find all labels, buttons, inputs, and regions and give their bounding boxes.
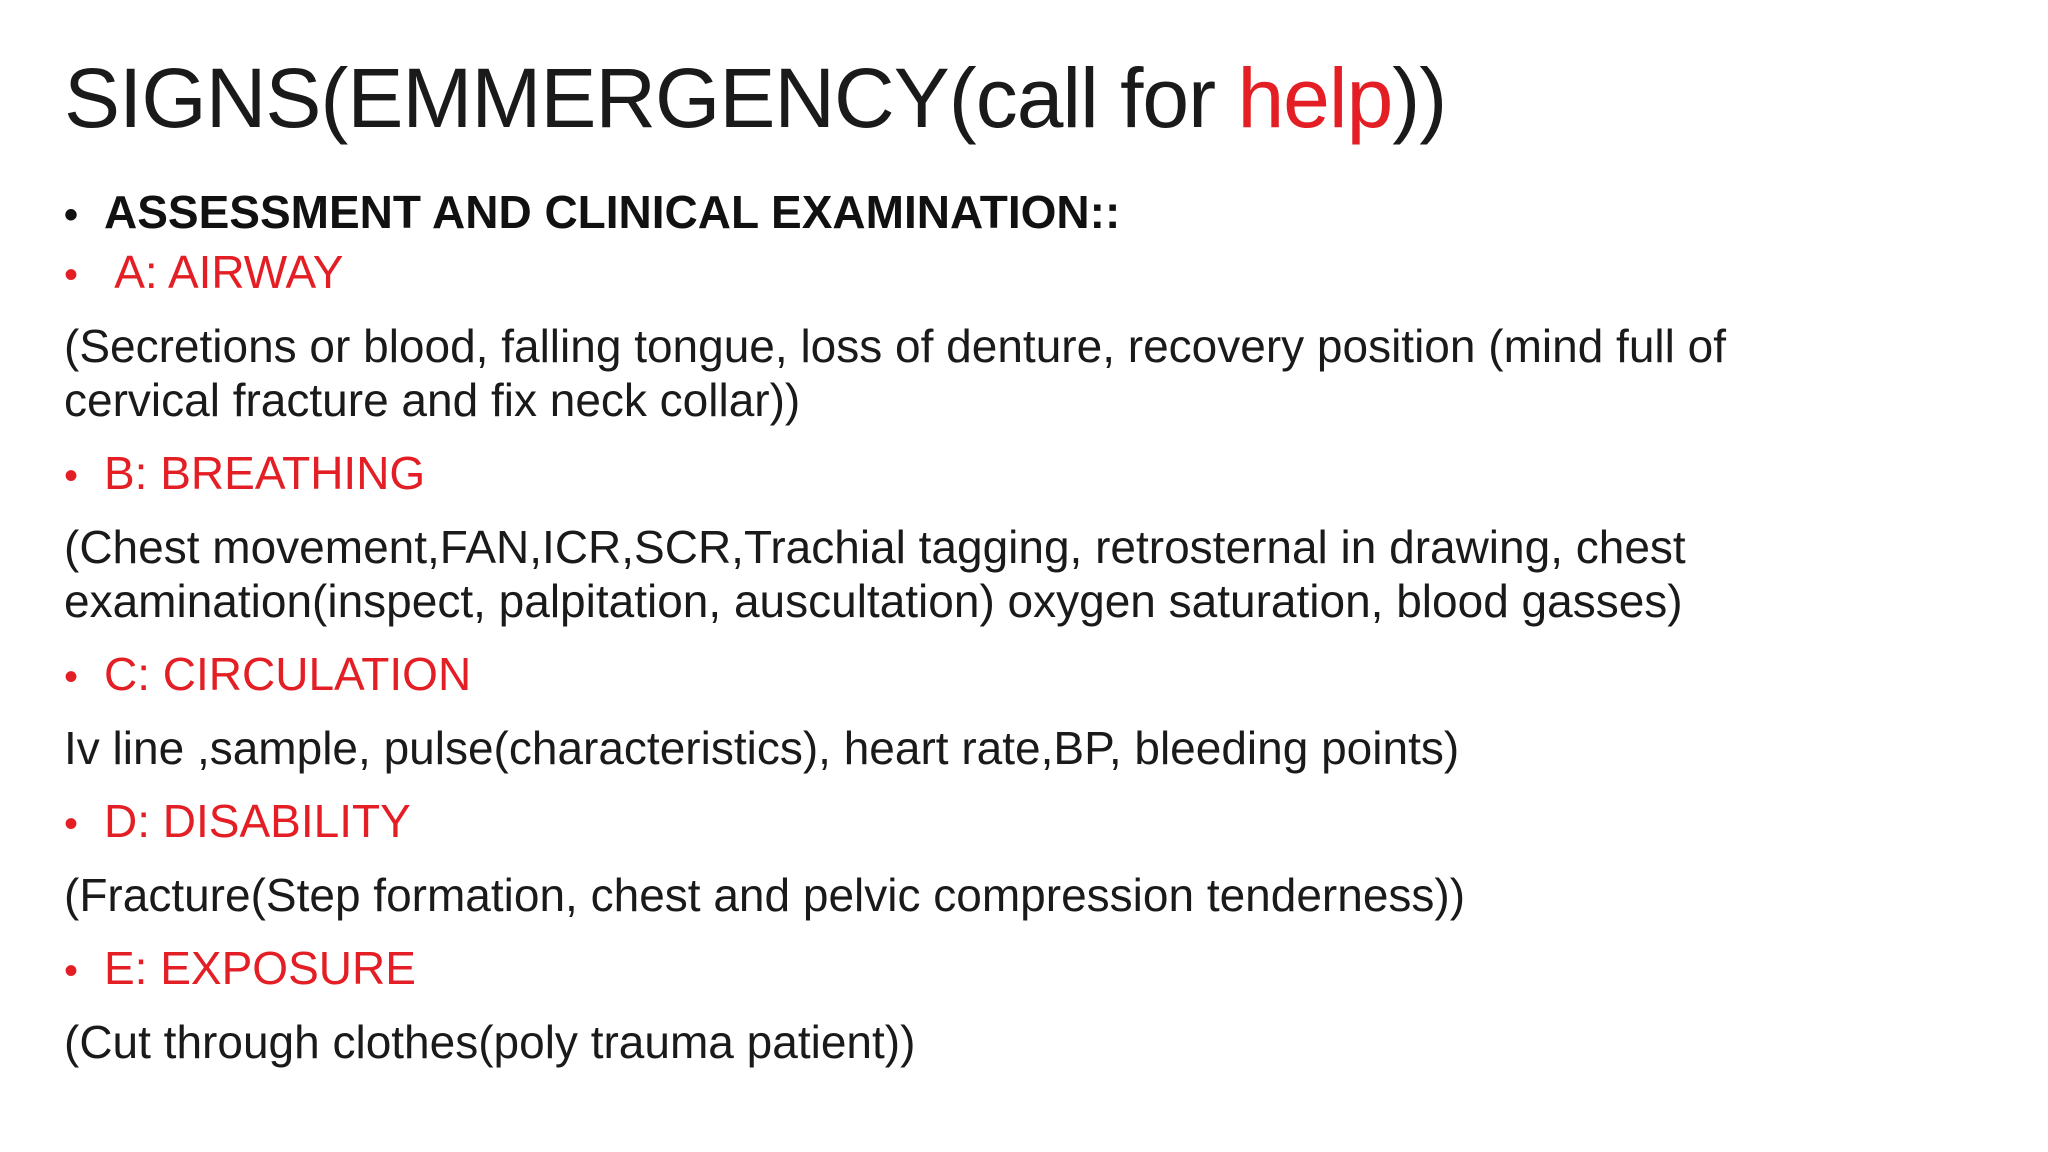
section-label: A: AIRWAY [104,246,344,298]
title-prefix: SIGNS(EMMERGENCY(call for [64,51,1238,145]
bullet-dot: • [64,253,79,297]
section-line: (Secretions or blood, falling tongue, loss of denture, recovery position (mind full of [64,320,1726,372]
section-body-exposure [64,1015,1984,1069]
section-label: E: EXPOSURE [104,942,416,994]
section-label-exposure [64,938,1984,1001]
section-line: cervical fracture and fix neck collar)) [64,374,801,426]
heading-text: ASSESSMENT AND CLINICAL EXAMINATION:: [104,186,1121,238]
bullet-dot: • [64,949,79,993]
section-line: (Chest movement,FAN,ICR,SCR,Trachial tagging, retrosternal in drawing, chest [64,521,1686,573]
section-body-disability [64,868,1984,922]
bullet-dot: • [64,454,79,498]
section-label-airway [64,242,1984,305]
heading-bullet [64,182,1984,242]
section-label-circulation [64,644,1984,707]
section-line: (Fracture(Step formation, chest and pelvic compression tenderness)) [64,869,1466,921]
section-line: Iv line ,sample, pulse(characteristics), heart rate,BP, bleeding points) [64,722,1460,774]
slide-content [64,182,1984,1069]
section-label-breathing [64,443,1984,506]
bullet-dot: • [64,193,79,237]
section-label: D: DISABILITY [104,795,411,847]
section-line: (Cut through clothes(poly trauma patient)) [64,1016,916,1068]
bullet-dot: • [64,655,79,699]
bullet-dot: • [64,802,79,846]
section-body-breathing [64,520,1984,628]
title-suffix: )) [1392,51,1447,145]
title-accent: help [1237,51,1393,145]
section-label: B: BREATHING [104,447,426,499]
section-label-disability [64,791,1984,854]
section-line: examination(inspect, palpitation, auscultation) oxygen saturation, blood gasses) [64,575,1683,627]
slide-title [64,48,1446,148]
section-label: C: CIRCULATION [104,648,472,700]
section-body-circulation [64,721,1984,775]
section-body-airway [64,319,1984,427]
